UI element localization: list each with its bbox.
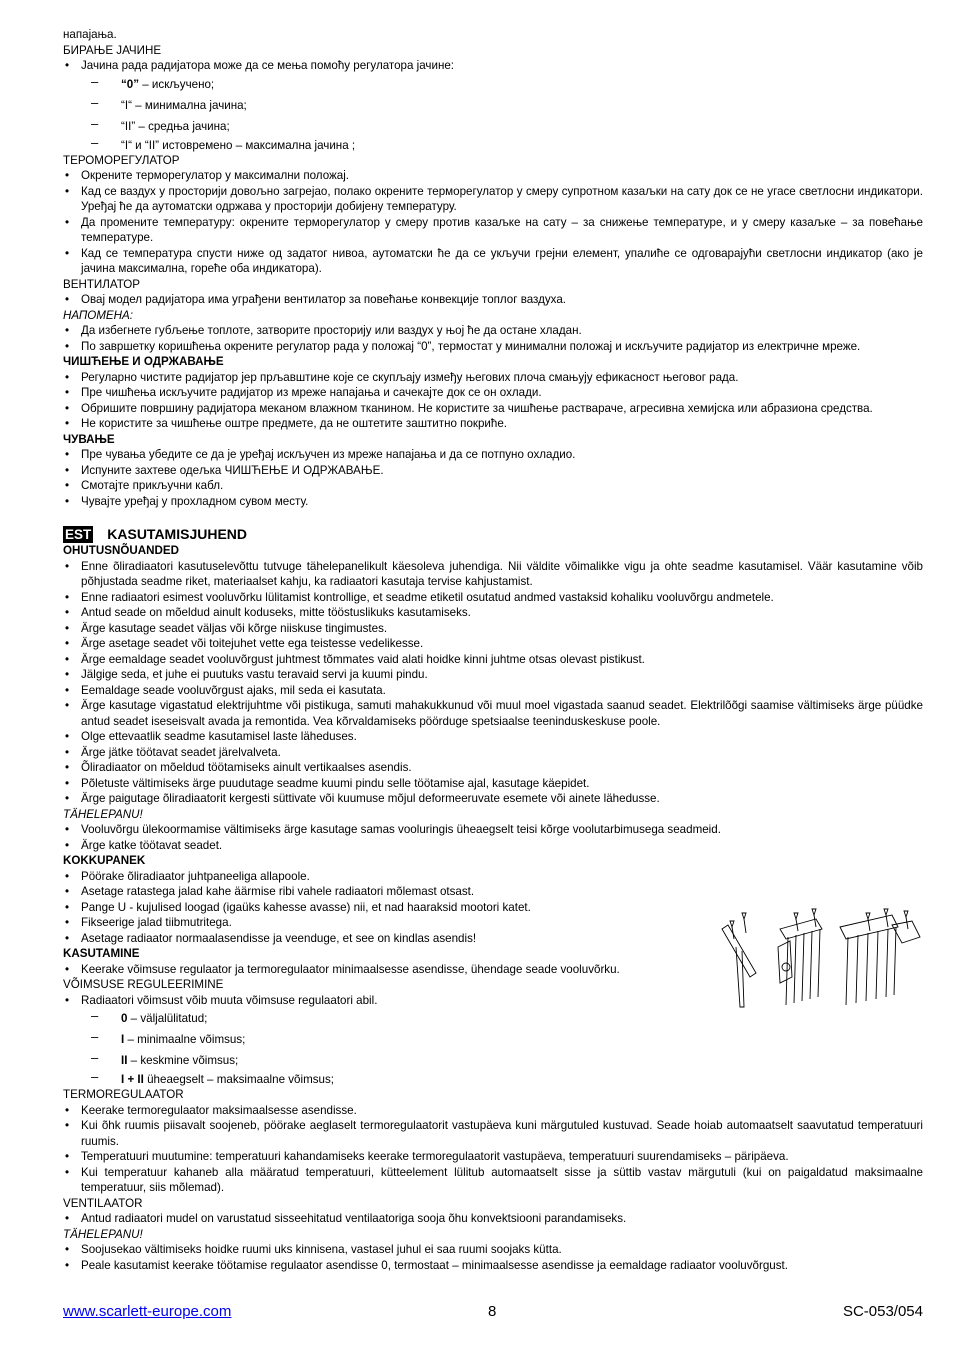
list-item: • Pöörake õliradiaator juhtpaneeliga allapoole. [63, 869, 923, 885]
list-item: • Eemaldage seade vooluvõrgust ajaks, mil seda ei kasutata. [63, 683, 923, 699]
power-level-item: – I – minimaalne võimsus; [91, 1029, 246, 1046]
website-link[interactable]: www.scarlett-europe.com [63, 1303, 232, 1320]
list-item: • Да промените температуру: окрените терморегулатор у смеру против казаљке на сату – за снижење температуре, и у смеру казаљке – за повећање температуре. [63, 215, 923, 246]
list-item: • Asetage radiaator normaalasendisse ja veenduge, et see on kindlas asendis! [63, 931, 923, 947]
sr-power-heading: БИРАЊЕ ЈАЧИНЕ [63, 43, 162, 57]
list-item: • Antud radiaatori mudel on varustatud sisseehitatud ventilaatoriga sooja õhu konvektsiooni parandamiseks. [63, 1211, 923, 1227]
list-item: • Смотајте прикључни кабл. [63, 478, 923, 494]
sr-clean-list [63, 370, 923, 432]
list-item: • По завршетку коришћења окрените регулатор рада у положај “0”, термостат у минимални положај и искључите радијатор из електричне мреже. [63, 339, 923, 355]
list-item: • Ärge paigutage õliradiaatorit kergesti süttivate või kuumuse mõjul deformeeruvate esemete või ainete lähedusse. [63, 791, 923, 807]
et-thermo-list [63, 1103, 923, 1196]
et-power-heading: VÕIMSUSE REGULEERIMINE [63, 978, 224, 991]
intro-line: напајања. [63, 28, 117, 41]
list-item: • Õliradiaator on mõeldud töötamiseks ainult vertikaalses asendis. [63, 760, 923, 776]
power-level-item: – “I“ и “II” истовремено – максимална јачина ; [91, 134, 356, 152]
list-item: • Fikseerige jalad tiibmutritega. [63, 915, 923, 931]
et-fan-list [63, 1211, 923, 1227]
et-thermo-heading: TERMOREGULAATOR [63, 1088, 184, 1101]
list-item: • Olge ettevaatlik seadme kasutamisel laste läheduses. [63, 729, 923, 745]
power-level-item: – I + II üheaegselt – maksimaalne võimsus; [91, 1069, 334, 1086]
et-note-list [63, 1242, 923, 1273]
et-attention-heading: TÄHELEPANU! [63, 807, 143, 821]
list-item: • Ärge asetage seadet või toitejuhet vette ega teistesse vedelikesse. [63, 636, 923, 652]
et-fan-heading: VENTILAATOR [63, 1196, 143, 1210]
et-assembly-heading: KOKKUPANEK [63, 854, 146, 867]
list-item: • Обришите површину радијатора меканом влажном тканином. Не користите за чишћење раствараче, агресивна хемијска или абразиона средства. [63, 401, 923, 417]
list-item: • Ärge kasutage seadet väljas või kõrge niiskuse tingimustes. [63, 621, 923, 637]
sr-store-list [63, 447, 923, 509]
sr-store-heading: ЧУВАЊЕ [63, 432, 115, 446]
list-item: • Soojusekao vältimiseks hoidke ruumi uks kinnisena, vastasel juhul ei saa ruumi soojaks kütta. [63, 1242, 923, 1258]
list-item: • Vooluvõrgu ülekoormamise vältimiseks ärge kasutage samas vooluringis üheaegselt teisi kõrge voolutarbimusega seadmeid. [63, 822, 923, 838]
sr-fan-list [63, 292, 923, 308]
list-item: • Јачина рада радијатора може да се мења помоћу регулатора јачине: [63, 58, 923, 74]
et-safety-list [63, 559, 923, 807]
power-level-item: – “0” – искључено; [91, 73, 215, 91]
list-item: • Antud seade on mõeldud ainult koduseks, mitte tööstuslikuks kasutamiseks. [63, 605, 923, 621]
list-item: • Да избегнете губљење топлоте, затворите просторију или ваздух у њој ће да остане хладан. [63, 323, 923, 339]
manual-page [63, 27, 923, 1273]
list-item: • Ärge kasutage vigastatud elektrijuhtme või pistikuga, samuti mahakukkunud või muul moel vigastada saanud seadet. Elektrilõõgi saamise vältimiseks ärge püüdke antud seadet iseseisvalt avada ja remontida. Vea kõrvaldamiseks pöörduge spetsiaalse teeninduskeskuse poole. [63, 698, 923, 729]
list-item: • Keerake termoregulaator maksimaalsesse asendisse. [63, 1103, 923, 1119]
power-level-item: – II – keskmine võimsus; [91, 1050, 239, 1067]
list-item: • Peale kasutamist keerake töötamise regulaator asendisse 0, termostaat – minimaalsesse asendisse ja eemaldage radiaator vooluvõrgust. [63, 1258, 923, 1274]
power-level-item: – 0 – väljalülitatud; [91, 1008, 208, 1025]
list-item: • Temperatuuri muutumine: temperatuuri kahandamiseks keerake termoregulaatorit vastupäeva, temperatuuri suurendamiseks – päripäeva. [63, 1149, 923, 1165]
power-level-item: – “I“ – минимална јачина; [91, 94, 247, 112]
list-item: • Чувајте уређај у прохладном сувом месту. [63, 494, 923, 510]
page-footer [63, 1303, 923, 1323]
list-item: • Jälgige seda, et juhe ei puutuks vastu teravaid servi ja kuumi pindu. [63, 667, 923, 683]
list-item: • Enne õliradiaatori kasutuselevõttu tutvuge tähelepanelikult käesoleva juhendiga. Nii väldite võimalikke vigu ja ohte seadme kasutamisel. Väär kasutamine võib põhjustada seadme riket, materiaalset kahju, ka radiaatori kasutaja tervise kahjustamist. [63, 559, 923, 590]
model-number: SC-053/054 [842, 1303, 923, 1320]
list-item: • Kui temperatuur kahaneb alla määratud temperatuuri, kütteelement lülitub automaatselt sisse ja süttib vastav märgutuli (kui on paigaldatud maksimaalne temperatuur, siis mõlemad). [63, 1165, 923, 1196]
et-use-heading: KASUTAMINE [63, 947, 140, 960]
sr-power-levels [63, 74, 923, 153]
list-item: • Регуларно чистите радијатор јер прљавштине које се скупљају између његових плоча смањују ефикасност његовог рада. [63, 370, 923, 386]
et-note-heading: TÄHELEPANU! [63, 1227, 143, 1241]
list-item: • Asetage ratastega jalad kahe äärmise ribi vahele radiaatori mõlemast otsast. [63, 884, 923, 900]
et-safety-heading: OHUTUSNÕUANDED [63, 544, 179, 557]
et-power-levels [63, 1008, 923, 1087]
et-attention-list [63, 822, 923, 853]
et-section-header [63, 525, 923, 543]
list-item: • Radiaatori võimsust võib muuta võimsuse regulaatori abil. [63, 993, 923, 1009]
sr-fan-heading: ВЕНТИЛАТОР [63, 277, 141, 291]
sr-note-list [63, 323, 923, 354]
list-item: • Kui õhk ruumis piisavalt soojeneb, pöörake aeglaselt termoregulaatorit vastupäeva kuni märgutuled kustuvad. Seade hoiab automaatselt saavutatud temperatuuri ruumis. [63, 1118, 923, 1149]
language-tag: EST [65, 526, 92, 542]
list-item: • Не користите за чишћење оштре предмете, да не оштетите заштитно покриће. [63, 416, 923, 432]
page-number: 8 [488, 1303, 497, 1320]
list-item: • Ärge jätke töötavat seadet järelvalveta. [63, 745, 923, 761]
list-item: • Пре чувања убедите се да је уређај искључен из мреже напајања и да се потпуно охладио. [63, 447, 923, 463]
power-level-item: – “II” – средња јачина; [91, 115, 230, 133]
sr-note-heading: НАПОМЕНА: [63, 308, 133, 322]
list-item: • Пре чишћења искључите радијатор из мреже напајања и сачекајте док се он охлади. [63, 385, 923, 401]
sr-thermo-heading: ТЕРОМОРЕГУЛАТОР [63, 153, 180, 167]
list-item: • Põletuste vältimiseks ärge puudutage seadme kuumi pindu selle töötamise ajal, kasutage käepidet. [63, 776, 923, 792]
list-item: • Pange U - kujulised loogad (igaüks kahesse avasse) nii, et nad haaraksid mootori katet. [63, 900, 923, 916]
list-item: • Кад се температура спусти ниже од задатог нивоа, аутоматски ће да се укључи грејни елемент, упалиће се одговарајући светлосни индикатор (ако је јачина максимална, гореће оба индикатора). [63, 246, 923, 277]
list-item: • Enne radiaatori esimest vooluvõrku lülitamist kontrollige, et seadme etiketil osutatud andmed vastaksid kohaliku vooluvõrgu andmetele. [63, 590, 923, 606]
list-item: • Keerake võimsuse regulaator ja termoregulaator minimaalsesse asendisse, ühendage seade vooluvõrku. [63, 962, 923, 978]
assembly-diagram-image [716, 907, 924, 1013]
list-item: • Овај модел радијатора има уграђени вентилатор за повећање конвекције топлог ваздуха. [63, 292, 923, 308]
list-item: • Ärge katke töötavat seadet. [63, 838, 923, 854]
list-item: • Окрените терморегулатор у максимални положај. [63, 168, 923, 184]
list-item: • Кад се ваздух у просторији довољно загрејао, полако окрените терморегулатор у смеру супротном казаљки на сату док се не угасе светлосни индикатори. Уређај ће да аутоматски одржава у просторији добијену температуру. [63, 184, 923, 215]
list-item: • Ärge eemaldage seadet vooluvõrgust juhtmest tõmmates vaid alati hoidke kinni juhtme otsas olevast pistikust. [63, 652, 923, 668]
sr-thermo-list [63, 168, 923, 277]
section-title: KASUTAMISJUHEND [107, 526, 248, 542]
sr-power-list [63, 58, 923, 74]
list-item: • Испуните захтеве одељка ЧИШЋЕЊЕ И ОДРЖАВАЊЕ. [63, 463, 923, 479]
sr-clean-heading: ЧИШЋЕЊЕ И ОДРЖАВАЊЕ [63, 355, 224, 368]
